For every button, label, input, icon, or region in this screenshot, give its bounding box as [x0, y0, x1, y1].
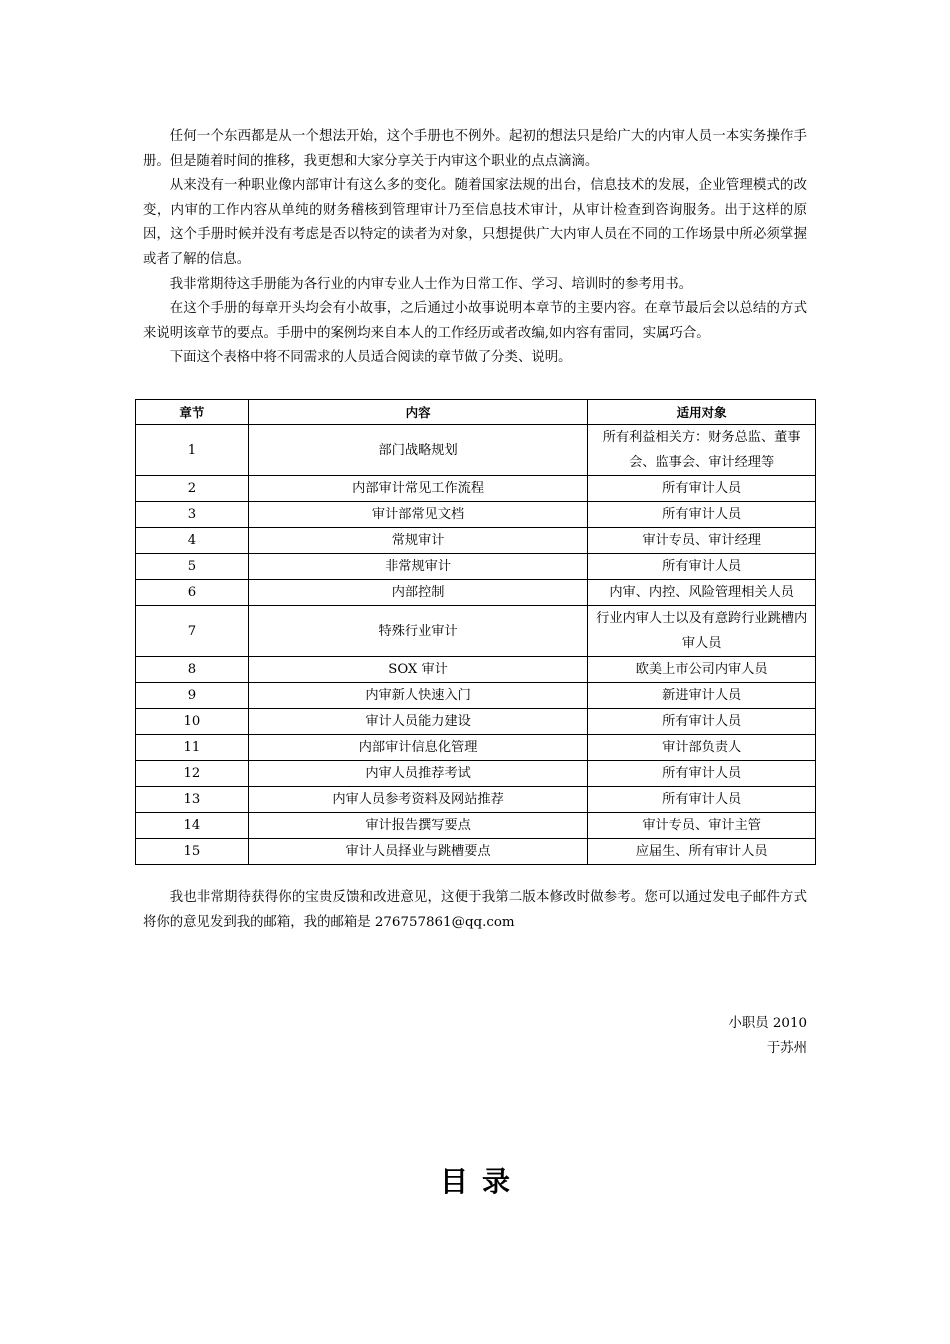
chapter-audience: 所有审计人员	[588, 476, 816, 502]
table-row	[136, 761, 816, 787]
chapter-number: 2	[136, 476, 249, 502]
chapter-content: 审计报告撰写要点	[248, 813, 587, 839]
table-row	[136, 606, 816, 657]
chapter-content: 审计人员择业与跳槽要点	[248, 839, 587, 865]
signature-block	[728, 1011, 807, 1061]
chapter-content: 审计部常见文档	[248, 502, 587, 528]
signature-name: 小职员 2010	[728, 1016, 807, 1031]
chapter-content: 内部审计信息化管理	[248, 735, 587, 761]
feedback-section	[143, 886, 807, 935]
chapter-number: 15	[136, 839, 249, 865]
table-row	[136, 425, 816, 476]
intro-paragraph: 任何一个东西都是从一个想法开始，这个手册也不例外。起初的想法只是给广大的内审人员一本实务操作手册。但是随着时间的推移，我更想和大家分享关于内审这个职业的点点滴滴。	[143, 129, 807, 169]
chapter-audience-table	[135, 399, 816, 865]
chapter-audience: 应届生、所有审计人员	[588, 839, 816, 865]
chapter-number: 13	[136, 787, 249, 813]
feedback-paragraph: 我也非常期待获得你的宝贵反馈和改进意见，这便于我第二版本修改时做参考。您可以通过发电子邮件方式将你的意见发到我的邮箱，我的邮箱是 276757861@qq.com	[143, 890, 807, 930]
toc-title: 目录	[439, 1165, 524, 1198]
intro-paragraph: 在这个手册的每章开头均会有小故事，之后通过小故事说明本章节的主要内容。在章节最后会以总结的方式来说明该章节的要点。手册中的案例均来自本人的工作经历或者改编,如内容有雷同，实属巧合。	[143, 301, 807, 341]
chapter-number: 11	[136, 735, 249, 761]
header-audience: 适用对象	[588, 400, 816, 425]
intro-paragraph: 从来没有一种职业像内部审计有这么多的变化。随着国家法规的出台，信息技术的发展，企业管理模式的改变，内审的工作内容从单纯的财务稽核到管理审计乃至信息技术审计，从审计检查到咨询服务。出于这样的原因，这个手册时候并没有考虑是否以特定的读者为对象，只想提供广大内审人员在不同的工作场景中所必须掌握或者了解的信息。	[143, 178, 807, 267]
chapter-audience: 内审、内控、风险管理相关人员	[588, 580, 816, 606]
chapter-audience: 欧美上市公司内审人员	[588, 657, 816, 683]
table-header-row	[136, 400, 816, 425]
table-row	[136, 502, 816, 528]
chapter-number: 12	[136, 761, 249, 787]
table-row	[136, 813, 816, 839]
chapter-content: 非常规审计	[248, 554, 587, 580]
table-row	[136, 683, 816, 709]
chapter-audience: 所有审计人员	[588, 502, 816, 528]
table-row	[136, 554, 816, 580]
chapter-number: 14	[136, 813, 249, 839]
chapter-audience: 所有审计人员	[588, 761, 816, 787]
chapter-audience: 审计部负责人	[588, 735, 816, 761]
intro-paragraph: 下面这个表格中将不同需求的人员适合阅读的章节做了分类、说明。	[169, 350, 572, 366]
chapter-number: 1	[136, 425, 249, 476]
chapter-content: 部门战略规划	[248, 425, 587, 476]
chapter-audience: 审计专员、审计主管	[588, 813, 816, 839]
chapter-number: 3	[136, 502, 249, 528]
chapter-content: 常规审计	[248, 528, 587, 554]
chapter-content: 内审人员参考资料及网站推荐	[248, 787, 587, 813]
chapter-audience: 行业内审人士以及有意跨行业跳槽内审人员	[588, 606, 816, 657]
chapter-audience: 所有审计人员	[588, 554, 816, 580]
signature-place: 于苏州	[766, 1041, 807, 1056]
chapter-audience: 所有审计人员	[588, 787, 816, 813]
header-content: 内容	[248, 400, 587, 425]
chapter-content: SOX 审计	[248, 657, 587, 683]
chapter-number: 4	[136, 528, 249, 554]
header-chapter: 章节	[136, 400, 249, 425]
chapter-content: 内审新人快速入门	[248, 683, 587, 709]
chapter-audience: 审计专员、审计经理	[588, 528, 816, 554]
intro-paragraph: 我非常期待这手册能为各行业的内审专业人士作为日常工作、学习、培训时的参考用书。	[169, 276, 693, 292]
chapter-number: 10	[136, 709, 249, 735]
chapter-content: 内部审计常见工作流程	[248, 476, 587, 502]
chapter-content: 内审人员推荐考试	[248, 761, 587, 787]
chapter-audience: 新进审计人员	[588, 683, 816, 709]
chapter-audience: 所有审计人员	[588, 709, 816, 735]
chapter-number: 7	[136, 606, 249, 657]
table-row	[136, 839, 816, 865]
chapter-number: 8	[136, 657, 249, 683]
table-row	[136, 787, 816, 813]
table-row	[136, 657, 816, 683]
table-row	[136, 709, 816, 735]
table-row	[136, 476, 816, 502]
table-row	[136, 580, 816, 606]
chapter-content: 特殊行业审计	[248, 606, 587, 657]
table-row	[136, 735, 816, 761]
table-row	[136, 528, 816, 554]
chapter-content: 审计人员能力建设	[248, 709, 587, 735]
chapter-number: 5	[136, 554, 249, 580]
chapter-number: 6	[136, 580, 249, 606]
chapter-number: 9	[136, 683, 249, 709]
chapter-audience: 所有利益相关方：财务总监、董事会、监事会、审计经理等	[588, 425, 816, 476]
intro-section	[143, 125, 807, 371]
chapter-content: 内部控制	[248, 580, 587, 606]
